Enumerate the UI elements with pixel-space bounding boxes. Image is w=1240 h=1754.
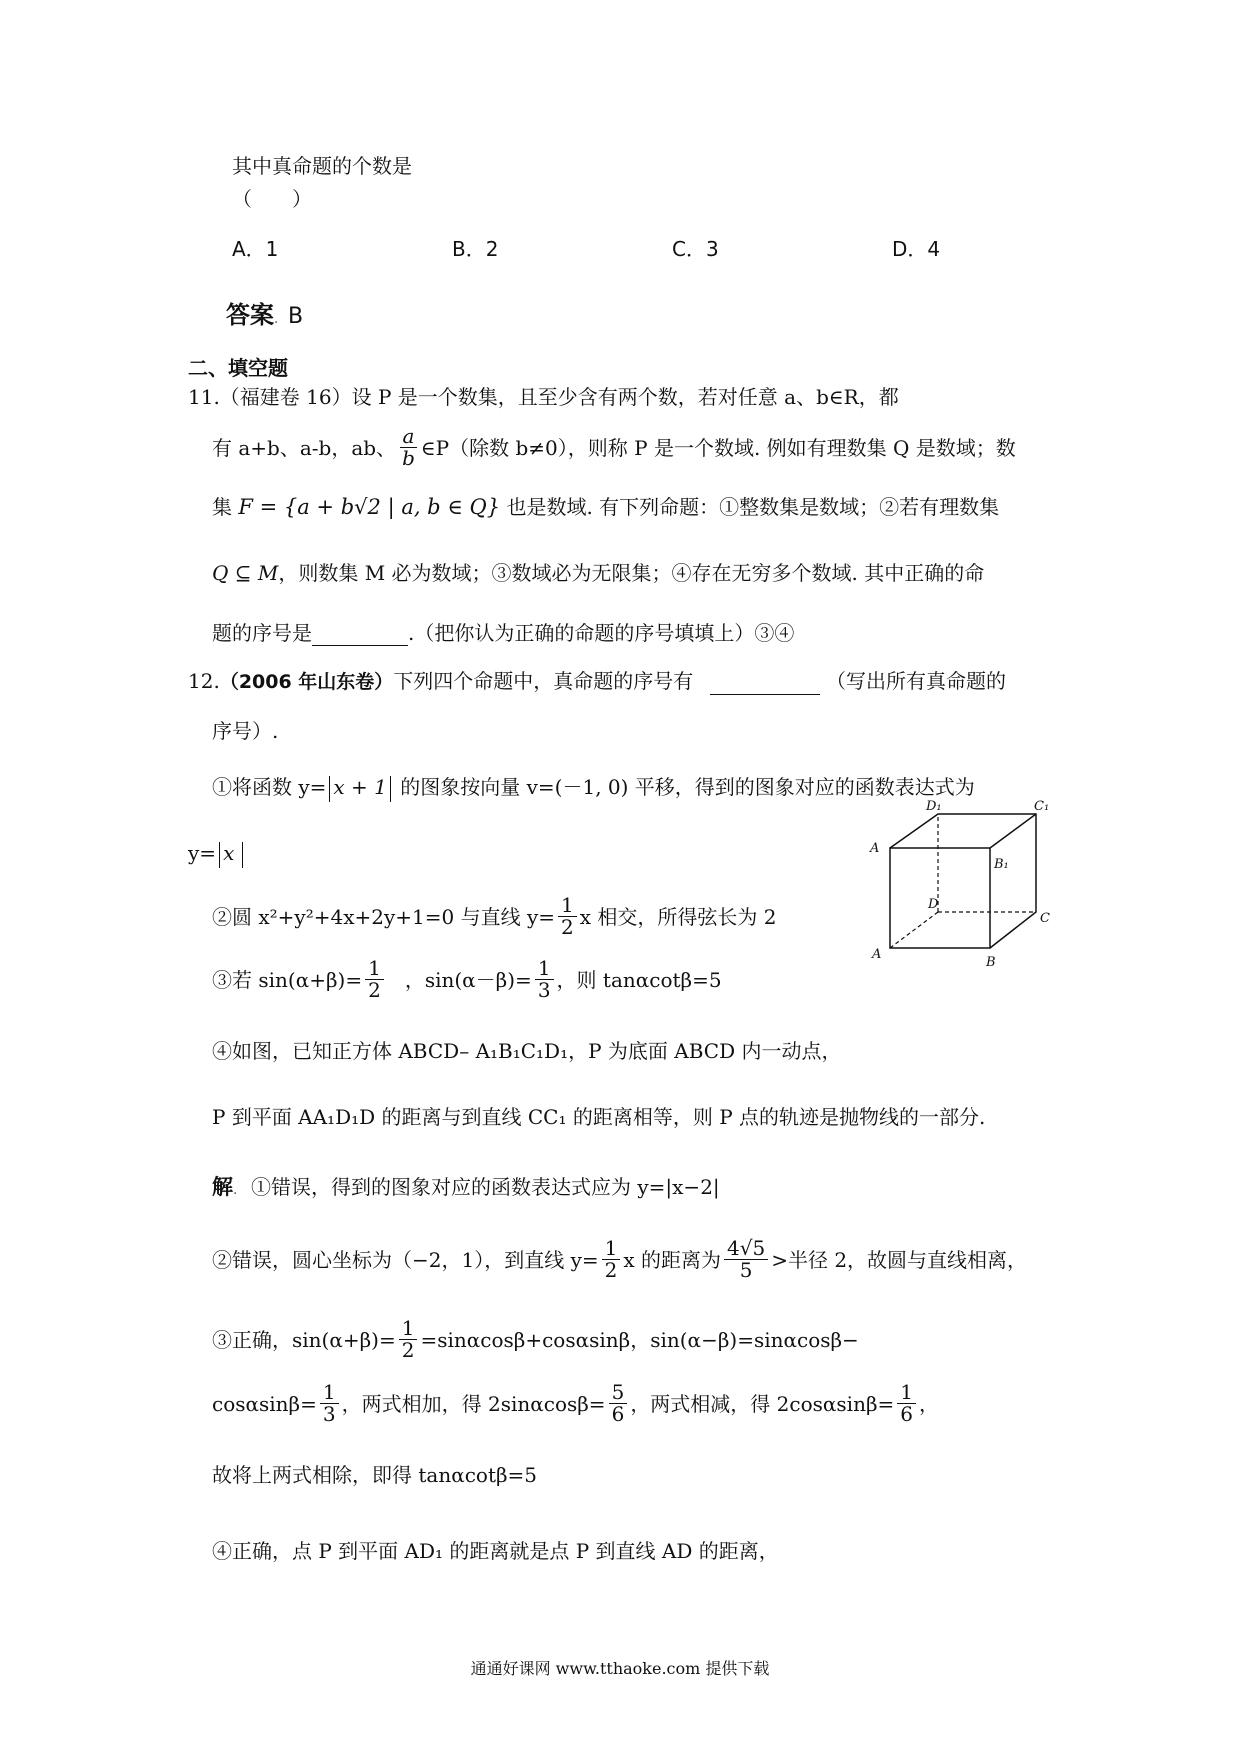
- fraction-denominator: 6: [611, 1402, 625, 1426]
- q10-paren: （ ）: [232, 187, 312, 211]
- fraction-denominator: 2: [561, 915, 574, 939]
- q11-line3-a: 集: [212, 495, 232, 519]
- fraction-denominator: 2: [401, 1338, 415, 1362]
- q12-line1-c: （写出所有真命题的: [826, 669, 1007, 693]
- cube-label-d1: D₁: [926, 800, 942, 814]
- cube-label-c: C: [1040, 911, 1050, 926]
- cube-label-b1: B₁: [994, 857, 1009, 872]
- fraction-numerator: 4√5: [724, 1238, 768, 1260]
- solution-step1: ①错误，得到的图象对应的函数表达式应为 y=|x−2|: [251, 1175, 720, 1199]
- q12-prop4-line2: P 到平面 AA₁D₁D 的距离与到直线 CC₁ 的距离相等，则 P 点的轨迹是抛物线的一部分.: [212, 1105, 986, 1129]
- answer-value: B: [288, 304, 304, 329]
- solution-s4-fraction3: [897, 1382, 916, 1425]
- q10-answer: [226, 300, 303, 334]
- cube-front-face: [890, 848, 990, 948]
- q11-line2-b: ∈P（除数 b≠0），则称 P 是一个数域. 例如有理数集 Q 是数域；数: [420, 435, 1016, 460]
- solution-s3-a: ③正确，sin(α+β)=: [212, 1327, 396, 1352]
- fraction-numerator: 1: [535, 958, 554, 980]
- fraction-denominator: 3: [322, 1402, 336, 1426]
- fraction-numerator: 1: [320, 1382, 339, 1404]
- q11-set-expression: F = {a + b√2 | a, b ∈ Q}: [238, 495, 501, 519]
- q11-line1: 11.（福建卷 16）设 P 是一个数集，且至少含有两个数，若对任意 a、b∈R，都: [188, 385, 899, 409]
- q10-option-b: B．2: [452, 237, 499, 261]
- solution-s4-b: ，两式相加，得 2sinαcosβ=: [341, 1391, 606, 1416]
- fraction-denominator: 2: [604, 1258, 618, 1282]
- cube-label-a1: A: [870, 841, 880, 856]
- q12-line1-b: 下列四个命题中，真命题的序号有: [393, 669, 694, 693]
- solution-line6: ④正确，点 P 到平面 AD₁ 的距离就是点 P 到直线 AD 的距离，: [212, 1539, 779, 1563]
- solution-s4-fraction1: [320, 1382, 339, 1425]
- fraction-denominator: b: [402, 446, 415, 470]
- solution-s4-c: ，两式相减，得 2cosαsinβ=: [630, 1391, 895, 1416]
- q12-prop2: [212, 895, 776, 938]
- q11-line5-b: .（把你认为正确的命题的序号填填上）③④: [408, 621, 795, 645]
- q10-option-a: A．1: [232, 237, 279, 261]
- solution-s2-fraction1: [602, 1238, 621, 1281]
- fraction-numerator: 5: [609, 1382, 628, 1404]
- solution-sep: ．: [233, 1182, 247, 1198]
- solution-line4: [212, 1382, 939, 1425]
- fraction-numerator: 1: [365, 958, 384, 980]
- solution-line5: 故将上两式相除，即得 tanαcotβ=5: [212, 1463, 538, 1487]
- cube-label-b: B: [986, 955, 996, 970]
- fraction-numerator: 1: [558, 895, 577, 917]
- cube-label-d: D: [928, 897, 939, 912]
- solution-label: 解: [212, 1174, 233, 1199]
- solution-line3: [212, 1318, 859, 1361]
- solution-s3-fraction: [399, 1318, 418, 1361]
- q12-prop1-abs: x + 1: [333, 775, 387, 799]
- solution-s2-a: ②错误，圆心坐标为（−2，1），到直线 y=: [212, 1247, 599, 1272]
- q11-subset-expression: Q ⊆ M: [212, 561, 279, 585]
- q12-prop2-fraction: [558, 895, 577, 938]
- fraction-denominator: 5: [739, 1258, 753, 1282]
- fraction-numerator: a: [400, 426, 418, 448]
- abs-bar-left: [219, 842, 220, 868]
- solution-s4-d: ，: [919, 1391, 940, 1416]
- cube-diagram: [860, 800, 1060, 970]
- abs-bar-left: [329, 776, 330, 802]
- q10-stem: 其中真命题的个数是: [232, 154, 412, 178]
- cube-hidden-edges: [890, 814, 1036, 948]
- q12-prop3-c: ，则 tanαcotβ=5: [556, 967, 722, 992]
- q12-prop3-fraction1: [365, 958, 384, 1001]
- cube-label-a: A: [872, 947, 882, 962]
- q12-prop4-line1: ④如图，已知正方体 ABCD– A₁B₁C₁D₁，P 为底面 ABCD 内一动点，: [212, 1039, 842, 1063]
- page-footer: 通通好课网 www.tthaoke.com 提供下载: [470, 1659, 770, 1678]
- q12-prop3: [212, 958, 722, 1001]
- q12-prop1-cont: [188, 840, 246, 868]
- q11-line4-b: ，则数集 M 必为数域；③数域必为无限集；④存在无穷多个数域. 其中正确的命: [278, 561, 985, 585]
- q11-line2-a: 有 a+b、a-b，ab、: [212, 435, 397, 460]
- q11-line5-a: 题的序号是: [212, 621, 312, 645]
- q11-line3-b: 也是数域. 有下列命题：①整数集是数域；②若有理数集: [506, 495, 1000, 519]
- q11-line4: [212, 560, 984, 586]
- fraction-numerator: 1: [602, 1238, 621, 1260]
- q12-answer-blank: [710, 674, 820, 695]
- fraction-numerator: 1: [399, 1318, 418, 1340]
- q12-prop2-a: ②圆 x²+y²+4x+2y+1=0 与直线 y=: [212, 904, 556, 929]
- answer-sep: ．: [274, 311, 288, 327]
- q11-answer-blank: [312, 625, 408, 646]
- q10-option-d: D．4: [892, 237, 941, 261]
- q11-line5: [212, 620, 794, 646]
- q12-prop1-b: 的图象按向量 v=(－1, 0) 平移，得到的图象对应的函数表达式为: [400, 775, 975, 799]
- cube-back-edges: [890, 814, 1036, 948]
- solution-s3-b: =sinαcosβ+cosαsinβ，sin(α−β)=sinαcosβ−: [420, 1327, 859, 1352]
- q11-line3: [212, 494, 999, 520]
- q12-prop3-a: ③若 sin(α+β)=: [212, 967, 363, 992]
- fraction-denominator: 3: [537, 978, 551, 1002]
- fraction-denominator: 2: [368, 978, 381, 1002]
- q12-line2: 序号）.: [212, 719, 279, 743]
- q12-prop3-fraction2: [535, 958, 554, 1001]
- solution-s4-a: cosαsinβ=: [212, 1391, 317, 1416]
- q12-source: （2006 年山东卷）: [219, 671, 394, 693]
- cube-top-right-edge: [990, 814, 1036, 848]
- solution-line1: [212, 1174, 720, 1203]
- q12-prop2-b: x 相交，所得弦长为 2: [579, 904, 777, 929]
- section-title: 二、填空题: [188, 356, 288, 380]
- solution-s2-fraction2: [724, 1238, 768, 1281]
- q12-prop1-abs2: x: [223, 841, 235, 865]
- q12-number: 12.: [188, 669, 220, 693]
- abs-bar-right: [390, 776, 391, 802]
- q12-prop1-a: ①将函数 y=: [212, 775, 327, 799]
- q11-line2: [212, 426, 1016, 469]
- answer-label: 答案: [226, 300, 274, 329]
- q11-fraction: [399, 426, 418, 469]
- solution-s4-fraction2: [609, 1382, 628, 1425]
- solution-s2-c: >半径 2，故圆与直线相离，: [771, 1247, 1028, 1272]
- solution-line2: [212, 1238, 1027, 1281]
- q12-prop1-c: y=: [188, 841, 217, 865]
- cube-label-c1: C₁: [1034, 800, 1050, 814]
- solution-s2-b: x 的距离为: [623, 1247, 721, 1272]
- q12-prop3-b: ，sin(α－β)=: [404, 967, 532, 992]
- q12-prop1: [212, 774, 975, 802]
- fraction-numerator: 1: [897, 1382, 916, 1404]
- abs-bar-right: [242, 842, 243, 868]
- q10-option-c: C．3: [672, 237, 719, 261]
- fraction-denominator: 6: [900, 1402, 914, 1426]
- q12-line1: [188, 668, 1006, 695]
